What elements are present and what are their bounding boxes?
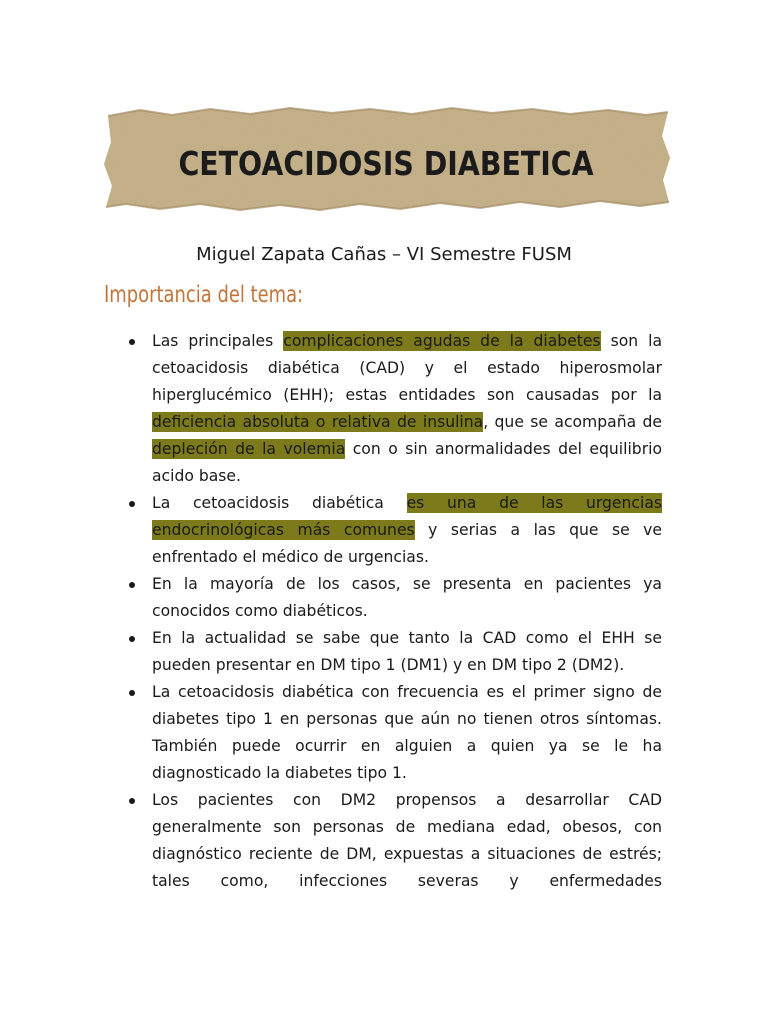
list-item-text: En la actualidad se sabe que tanto la CAD como el EHH se pueden presentar en DM tipo 1 (DM1) y en DM tipo 2 (DM2). <box>152 629 662 674</box>
title-banner <box>100 106 672 214</box>
document-title: CETOACIDOSIS DIABETICA <box>178 144 594 183</box>
bullet-icon <box>129 798 135 804</box>
highlighted-text: es una de las urgencias endocrinológicas más comunes <box>152 494 662 539</box>
bullet-icon <box>129 690 135 696</box>
list-item <box>128 787 662 895</box>
list-item-text: Las principales complicaciones agudas de la diabetes son la cetoacidosis diabética (CAD) y el estado hiperosmolar hiperglucémico (EHH); estas entidades son causadas por la deficiencia absoluta o relativa de insulina, que se acompaña de depleción de la volemia con o sin anormalidades del equilibrio acido base. <box>152 332 663 485</box>
bullet-icon <box>129 339 135 345</box>
list-item <box>128 490 662 571</box>
highlighted-text: depleción de la volemia <box>152 440 346 458</box>
list-item-text: La cetoacidosis diabética es una de las urgencias endocrinológicas más comunes y serias a las que se ve enfrentado el médico de urgencias. <box>152 494 662 566</box>
list-item <box>128 625 662 679</box>
bullet-icon <box>129 636 135 642</box>
list-item-text: En la mayoría de los casos, se presenta en pacientes ya conocidos como diabéticos. <box>152 575 662 620</box>
bullet-icon <box>129 582 135 588</box>
highlighted-text: complicaciones agudas de la diabetes <box>283 332 601 350</box>
highlighted-text: deficiencia absoluta o relativa de insulina <box>152 413 484 431</box>
list-item <box>128 571 662 625</box>
bullet-icon <box>129 501 135 507</box>
list-item-text: Los pacientes con DM2 propensos a desarrollar CAD generalmente son personas de mediana edad, obesos, con diagnóstico reciente de DM, expuestas a situaciones de estrés; tales como, infecciones severas y enfermedades <box>152 791 662 890</box>
list-item <box>128 328 662 490</box>
author-line: Miguel Zapata Cañas – VI Semestre FUSM <box>196 244 572 265</box>
list-item-text: La cetoacidosis diabética con frecuencia es el primer signo de diabetes tipo 1 en personas que aún no tienen otros síntomas. También puede ocurrir en alguien a quien ya se le ha diagnosticado la diabetes tipo 1. <box>152 683 662 782</box>
section-heading: Importancia del tema: <box>104 282 304 308</box>
list-item <box>128 679 662 787</box>
bullet-list <box>128 328 662 895</box>
